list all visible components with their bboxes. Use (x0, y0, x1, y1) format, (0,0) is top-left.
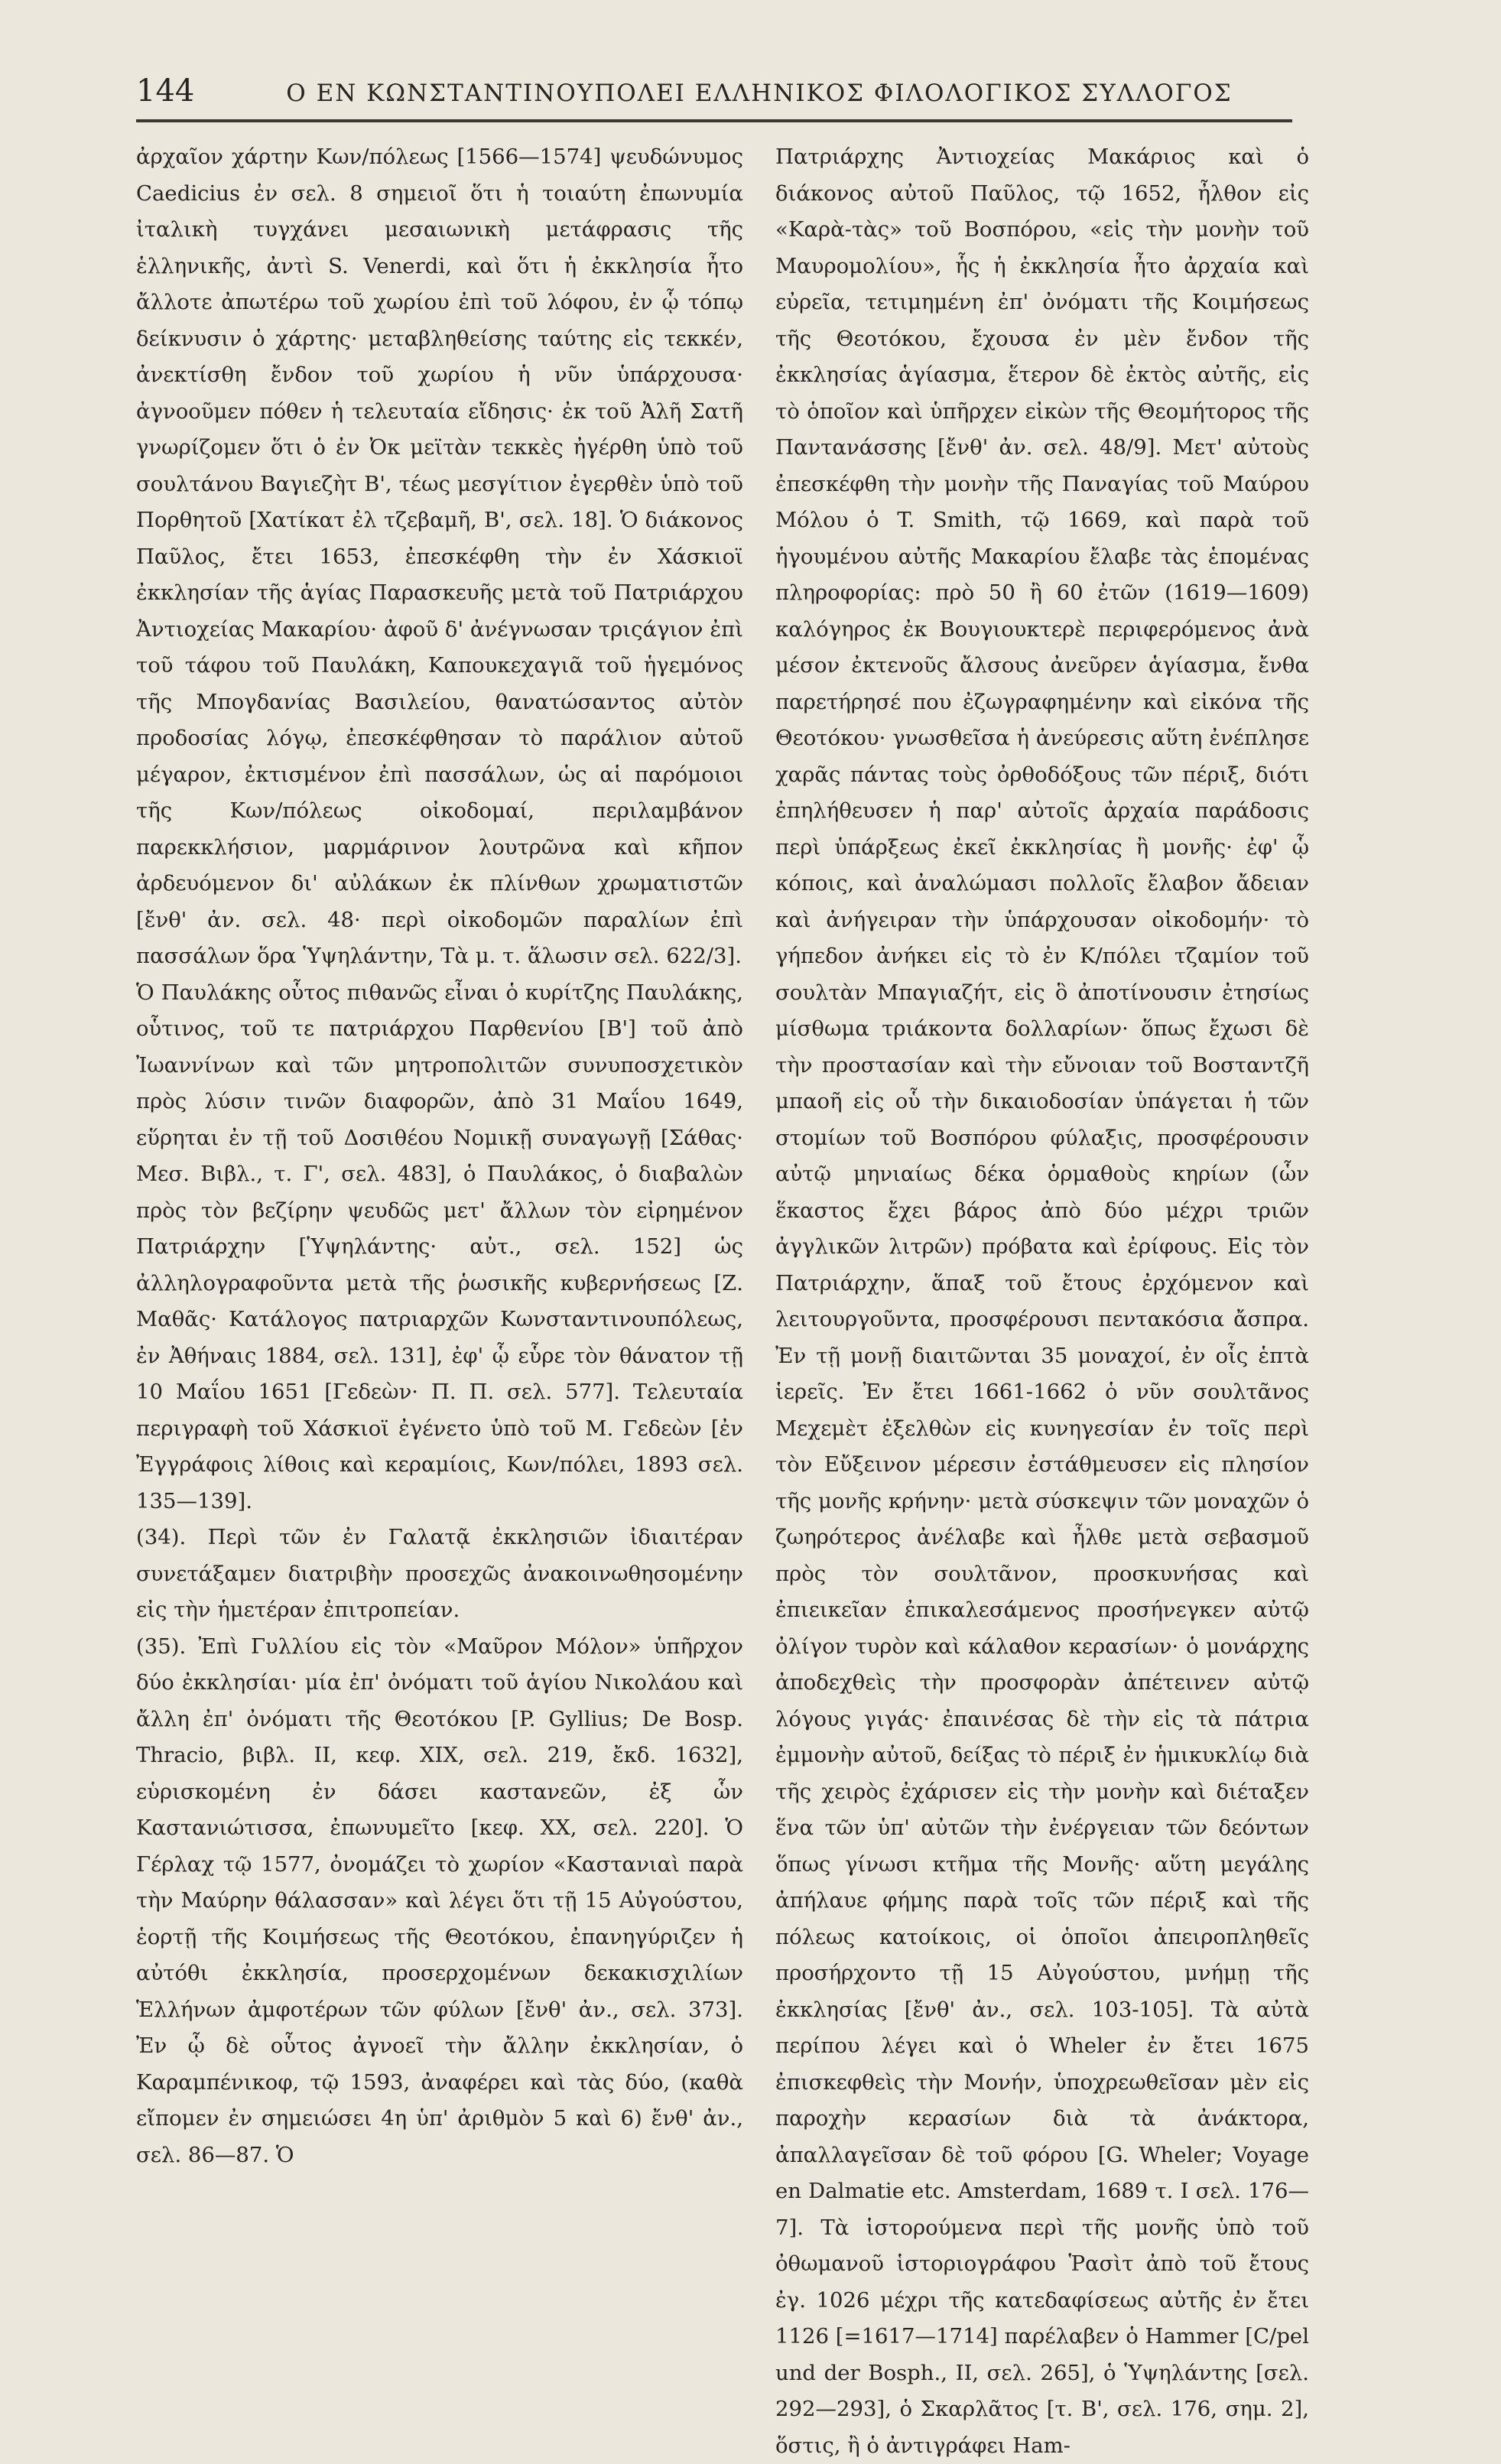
page-number: 144 (136, 73, 195, 109)
left-paragraph: (34). Περὶ τῶν ἐν Γαλατᾷ ἐκκλησιῶν ἰδιαιτέραν συνετάξαμεν διατριβὴν προσεχῶς ἀνακοινωθησομένην εἰς τὴν ἡμετέραν ἐπιτροπείαν. (136, 1525, 743, 1622)
right-column (775, 139, 1309, 2458)
left-paragraph: Ὁ Παυλάκης οὗτος πιθανῶς εἶναι ὁ κυρίτζης Παυλάκης, οὗτινος, τοῦ τε πατριάρχου Παρθενίου [Β'] τοῦ ἀπὸ Ἰωαννίνων καὶ τῶν μητροπολιτῶν συνυποσχετικὸν πρὸς λύσιν τινῶν διαφορῶν, ἀπὸ 31 Μαΐου 1649, εὕρηται ἐν τῇ τοῦ Δοσιθέου Νομικῇ συναγωγῇ [Σάθας· Μεσ. Βιβλ., τ. Γ', σελ. 483], ὁ Παυλάκος, ὁ διαβαλὼν πρὸς τὸν βεζίρην ψευδῶς μετ' ἄλλων τὸν εἰρημένον Πατριάρχην [Ὑψηλάντης· αὐτ., σελ. 152] ὡς ἀλληλογραφοῦντα μετὰ τῆς ῥωσικῆς κυβερνήσεως [Ζ. Μαθᾶς· Κατάλογος πατριαρχῶν Κωνσταντινουπόλεως, ἐν Ἀθήναις 1884, σελ. 131], ἐφ' ᾧ εὗρε τὸν θάνατον τῇ 10 Μαΐου 1651 [Γεδεὼν· Π. Π. σελ. 577]. Τελευταία περιγραφὴ τοῦ Χάσκιοϊ ἐγένετο ὑπὸ τοῦ Μ. Γεδεὼν [ἐν Ἐγγράφοις λίθοις καὶ κεραμίοις, Κων/πόλει, 1893 σελ. 135—139]. (136, 980, 743, 1513)
running-title: Ο ΕΝ ΚΩΝΣΤΑΝΤΙΝΟΥΠΟΛΕΙ ΕΛΛΗΝΙΚΟΣ ΦΙΛΟΛΟΓΙΚΟΣ ΣΥΛΛΟΓΟΣ (286, 80, 1233, 107)
header-double-rule (136, 119, 1292, 122)
left-paragraph: (35). Ἐπὶ Γυλλίου εἰς τὸν «Μαῦρον Μόλον» ὑπῆρχον δύο ἐκκλησίαι· μία ἐπ' ὀνόματι τοῦ ἁγίου Νικολάου καὶ ἄλλη ἐπ' ὀνόματι τῆς Θεοτόκου [P. Gyllius; De Bosp. Thracio, βιβλ. II, κεφ. XIX, σελ. 219, ἔκδ. 1632], εὑρισκομένη ἐν δάσει καστανεῶν, ἐξ ὧν Καστανιώτισσα, ἐπωνυμεῖτο [κεφ. XX, σελ. 220]. Ὁ Γέρλαχ τῷ 1577, ὀνομάζει τὸ χωρίον «Καστανιαὶ παρὰ τὴν Μαύρην θάλασσαν» καὶ λέγει ὅτι τῇ 15 Αὐγούστου, ἑορτῇ τῆς Κοιμήσεως τῆς Θεοτόκου, ἐπανηγύριζεν ἡ αὐτόθι ἐκκλησία, προσερχομένων δεκακισχιλίων Ἑλλήνων ἀμφοτέρων τῶν φύλων [ἔνθ' ἀν., σελ. 373]. Ἐν ᾧ δὲ οὗτος ἀγνοεῖ τὴν ἄλλην ἐκκλησίαν, ὁ Καραμπένικοφ, τῷ 1593, ἀναφέρει καὶ τὰς δύο, (καθὰ εἴπομεν ἐν σημειώσει 4η ὑπ' ἀριθμὸν 5 καὶ 6) ἔνθ' ἀν., σελ. 86—87. Ὁ (136, 1633, 743, 2167)
left-column (136, 139, 743, 2167)
page-header (136, 73, 1291, 119)
left-paragraph: ἀρχαῖον χάρτην Κων/πόλεως [1566—1574] ψευδώνυμος Caedicius ἐν σελ. 8 σημειοῖ ὅτι ἡ τοιαύτη ἐπωνυμία ἰταλικὴ τυγχάνει μεσαιωνικὴ μετάφρασις τῆς ἑλληνικῆς, ἀντὶ S. Venerdi, καὶ ὅτι ἡ ἐκκλησία ἦτο ἄλλοτε ἀπωτέρω τοῦ χωρίου ἐπὶ τοῦ λόφου, ἐν ᾧ τόπῳ δείκνυσιν ὁ χάρτης· μεταβληθείσης ταύτης εἰς τεκκέν, ἀνεκτίσθη ἔνδον τοῦ χωρίου ἡ νῦν ὑπάρχουσα· ἀγνοοῦμεν πόθεν ἡ τελευταία εἴδησις· ἐκ τοῦ Ἀλῆ Σατῆ γνωρίζομεν ὅτι ὁ ἐν Ὀκ μεϊτὰν τεκκὲς ἠγέρθη ὑπὸ τοῦ σουλτάνου Βαγιεζὴτ Β', τέως μεσγίτιον ἐγερθὲν ὑπὸ τοῦ Πορθητοῦ [Χατίκατ ἐλ τζεβαμῆ, Β', σελ. 18]. Ὁ διάκονος Παῦλος, ἔτει 1653, ἐπεσκέφθη τὴν ἐν Χάσκιοϊ ἐκκλησίαν τῆς ἁγίας Παρασκευῆς μετὰ τοῦ Πατριάρχου Ἀντιοχείας Μακαρίου· ἀφοῦ δ' ἀνέγνωσαν τριςάγιον ἐπὶ τοῦ τάφου τοῦ Παυλάκη, Καπουκεχαγιᾶ τοῦ ἡγεμόνος τῆς Μπογδανίας Βασιλείου, θανατώσαντος αὐτὸν προδοσίας λόγῳ, ἐπεσκέφθησαν τὸ παράλιον αὐτοῦ μέγαρον, ἐκτισμένον ἐπὶ πασσάλων, ὡς αἱ παρόμοιοι τῆς Κων/πόλεως οἰκοδομαί, περιλαμβάνον παρεκκλήσιον, μαρμάρινον λουτρῶνα καὶ κῆπον ἀρδευόμενον δι' αὐλάκων ἐκ πλίνθων χρωματιστῶν [ἔνθ' ἀν. σελ. 48· περὶ οἰκοδομῶν παραλίων ἐπὶ πασσάλων ὅρα Ὑψηλάντην, Τὰ μ. τ. ἅλωσιν σελ. 622/3]. (136, 145, 743, 968)
right-paragraph: Πατριάρχης Ἀντιοχείας Μακάριος καὶ ὁ διάκονος αὐτοῦ Παῦλος, τῷ 1652, ἦλθον εἰς «Καρὰ-τὰς» τοῦ Βοσπόρου, «εἰς τὴν μονὴν τοῦ Μαυρομολίου», ἧς ἡ ἐκκλησία ἦτο ἀρχαία καὶ εὐρεῖα, τετιμημένη ἐπ' ὀνόματι τῆς Κοιμήσεως τῆς Θεοτόκου, ἔχουσα ἐν μὲν ἔνδον τῆς ἐκκλησίας ἁγίασμα, ἕτερον δὲ ἐκτὸς αὐτῆς, εἰς τὸ ὁποῖον καὶ ὑπῆρχεν εἰκὼν τῆς Θεομήτορος τῆς Παντανάσσης [ἔνθ' ἀν. σελ. 48/9]. Μετ' αὐτοὺς ἐπεσκέφθη τὴν μονὴν τῆς Παναγίας τοῦ Μαύρου Μόλου ὁ T. Smith, τῷ 1669, καὶ παρὰ τοῦ ἡγουμένου αὐτῆς Μακαρίου ἔλαβε τὰς ἑπομένας πληροφορίας: πρὸ 50 ἢ 60 ἐτῶν (1619—1609) καλόγηρος ἐκ Βουγιουκτερὲ περιφερόμενος ἀνὰ μέσον ἐκτενοῦς ἄλσους ἀνεῦρεν ἁγίασμα, ἔνθα παρετήρησέ που ἐζωγραφημένην καὶ εἰκόνα τῆς Θεοτόκου· γνωσθεῖσα ἡ ἀνεύρεσις αὕτη ἐνέπλησε χαρᾶς πάντας τοὺς ὀρθοδόξους τῶν πέριξ, διότι ἐπηλήθευσεν ἡ παρ' αὐτοῖς ἀρχαία παράδοσις περὶ ὑπάρξεως ἐκεῖ ἐκκλησίας ἢ μονῆς· ἐφ' ᾧ κόποις, καὶ ἀναλώμασι πολλοῖς ἔλαβον ἄδειαν καὶ ἀνήγειραν τὴν ὑπάρχουσαν οἰκοδομήν· τὸ γήπεδον ἀνήκει εἰς τὸ ἐν Κ/πόλει τζαμίον τοῦ σουλτὰν Μπαγιαζήτ, εἰς ὃ ἀποτίνουσιν ἐτησίως μίσθωμα τριάκοντα δολλαρίων· ὅπως ἔχωσι δὲ τὴν προστασίαν καὶ τὴν εὔνοιαν τοῦ Βοσταντζῆ μπαοῆ εἰς οὗ τὴν δικαιοδοσίαν ὑπάγεται ἡ τῶν στομίων τοῦ Βοσπόρου φύλαξις, προσφέρουσιν αὐτῷ μηνιαίως δέκα ὁρμαθοὺς κηρίων (ὧν ἕκαστος ἔχει βάρος ἀπὸ δύο μέχρι τριῶν ἀγγλικῶν λιτρῶν) πρόβατα καὶ ἐρίφους. Εἰς τὸν Πατριάρχην, ἅπαξ τοῦ ἔτους ἐρχόμενον καὶ λειτουργοῦντα, προσφέρουσι πεντακόσια ἄσπρα. Ἐν τῇ μονῇ διαιτῶνται 35 μοναχοί, ἐν οἷς ἑπτὰ ἱερεῖς. Ἐν ἔτει 1661-1662 ὁ νῦν σουλτᾶνος Μεχεμὲτ ἐξελθὼν εἰς κυνηγεσίαν ἐν τοῖς περὶ τὸν Εὔξεινον μέρεσιν ἐστάθμευσεν εἰς πλησίον τῆς μονῆς κρήνην· μετὰ σύσκεψιν τῶν μοναχῶν ὁ ζωηρότερος ἀνέλαβε καὶ ἦλθε μετὰ σεβασμοῦ πρὸς τὸν σουλτᾶνον, προσκυνήσας καὶ ἐπιεικεῖαν ἐπικαλεσάμενος προσήνεγκεν αὐτῷ ὀλίγον τυρὸν καὶ κάλαθον κερασίων· ὁ μονάρχης ἀποδεχθεὶς τὴν προσφορὰν ἀπέτεινεν αὐτῷ λόγους γιγάς· ἐπαινέσας δὲ τὴν εἰς τὰ πάτρια ἐμμονὴν αὐτοῦ, δείξας τὸ πέριξ ἐν ἡμικυκλίῳ διὰ τῆς χειρὸς ἐχάρισεν εἰς τὴν μονὴν καὶ διέταξεν ἕνα τῶν ὑπ' αὐτῶν τὴν ἐνέργειαν τῶν δεόντων ὅπως γίνωσι κτῆμα τῆς Μονῆς· αὕτη μεγάλης ἀπήλαυε φήμης παρὰ τοῖς τῶν πέριξ καὶ τῆς πόλεως κατοίκοις, οἱ ὁποῖοι ἀπειροπληθεῖς προσήρχοντο τῇ 15 Αὐγούστου, μνήμῃ τῆς ἐκκλησίας [ἔνθ' ἀν., σελ. 103-105]. Τὰ αὐτὰ περίπου λέγει καὶ ὁ Wheler ἐν ἔτει 1675 ἐπισκεφθεὶς τὴν Μονήν, ὑποχρεωθεῖσαν μὲν εἰς παροχὴν κερασίων διὰ τὰ ἀνάκτορα, ἀπαλλαγεῖσαν δὲ τοῦ φόρου [G. Wheler; Voyage en Dalmatie etc. Amsterdam, 1689 τ. I σελ. 176—7]. Τὰ ἱστορούμενα περὶ τῆς μονῆς ὑπὸ τοῦ ὀθωμανοῦ ἱστοριογράφου Ῥασὶτ ἀπὸ τοῦ ἔτους ἐγ. 1026 μέχρι τῆς κατεδαφίσεως αὐτῆς ἐν ἔτει 1126 [=1617—1714] παρέλαβεν ὁ Hammer [C/pel und der Bosph., II, σελ. 265], ὁ Ὑψηλάντης [σελ. 292—293], ὁ Σκαρλᾶτος [τ. Β', σελ. 176, σημ. 2], ὅστις, ἢ ὁ ἀντιγράφει Ham- (775, 145, 1309, 2458)
